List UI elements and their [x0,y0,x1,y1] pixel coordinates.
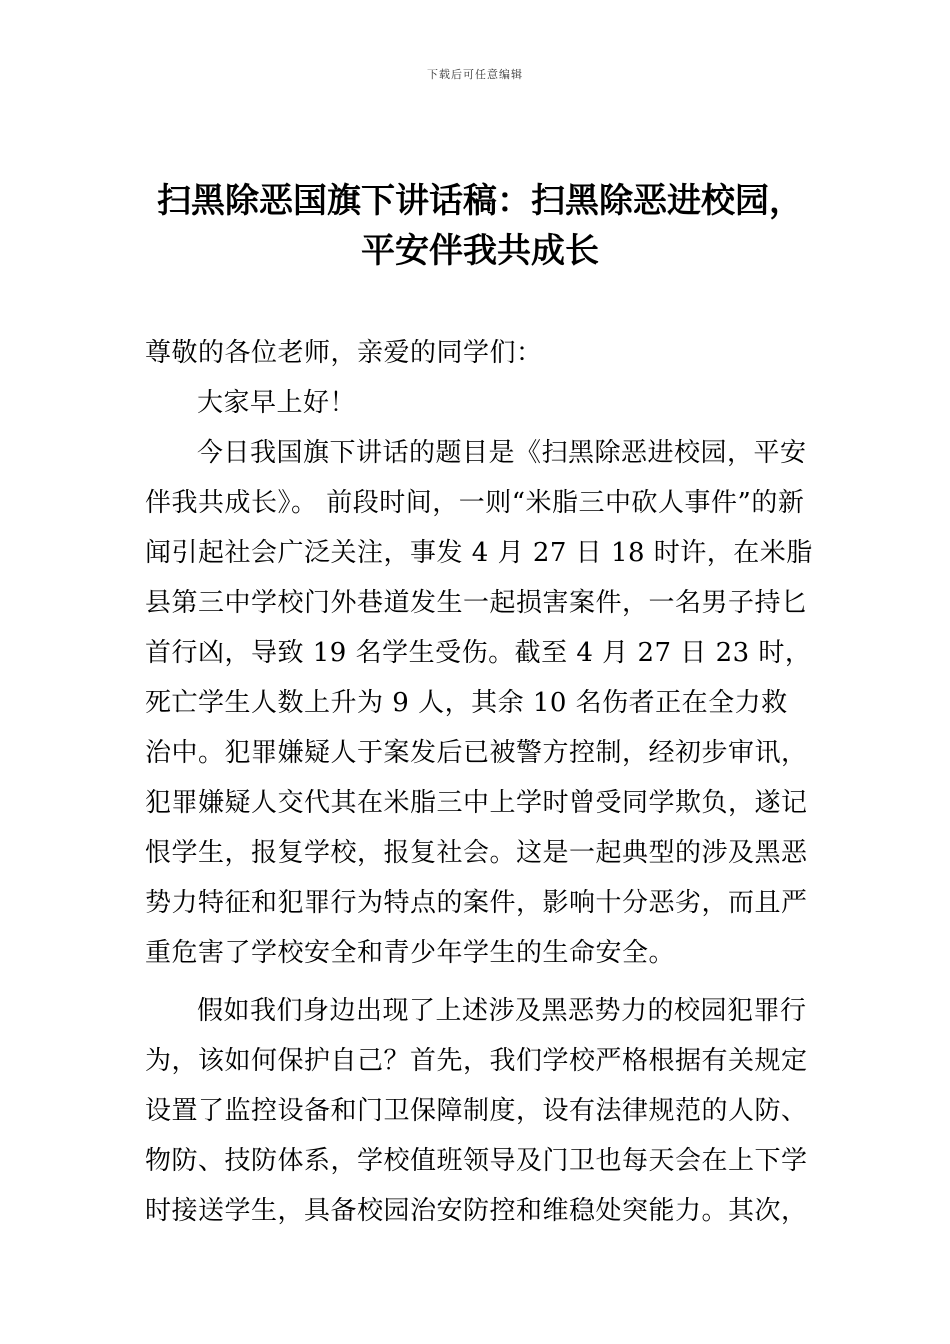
document-body [145,328,813,1236]
greeting: 大家早上好！ [197,388,357,418]
paragraph-2: 假如我们身边出现了上述涉及黑恶势力的校园犯罪行为，该如何保护自己？首先，我们学校严格根据有关规定设置了监控设备和门卫保障制度，设有法律规范的人防、物防、技防体系，学校值班领导及门卫也每天会在上下学时接送学生，具备校园治安防控和维稳处突能力。其次， [145,996,808,1226]
title-line-2: 平安伴我共成长 [361,231,599,271]
title-line-1: 扫黑除恶国旗下讲话稿：扫黑除恶进校园， [157,181,803,221]
header-note: 下载后可任意编辑 [427,68,523,81]
document-title [145,176,815,276]
salutation: 尊敬的各位老师，亲爱的同学们： [145,338,543,368]
paragraph-1: 今日我国旗下讲话的题目是《扫黑除恶进校园，平安伴我共成长》。 前段时间，一则“米脂三中砍人事件”的新闻引起社会广泛关注，事发 4 月 27 日 18 时许，在米脂县第三中学校门外巷道发生一起损害案件，一名男子持匕首行凶，导致 19 名学生受伤。截至 4 月 27 日 23 时，死亡学生人数上升为 9 人，其余 10 名伤者正在全力救治中。犯罪嫌疑人于案发后已被警方控制，经初步审讯，犯罪嫌疑人交代其在米脂三中上学时曾受同学欺负，遂记恨学生，报复学校，报复社会。这是一起典型的涉及黑恶势力特征和犯罪行为特点的案件，影响十分恶劣，而且严重危害了学校安全和青少年学生的生命安全。 [145,438,813,968]
